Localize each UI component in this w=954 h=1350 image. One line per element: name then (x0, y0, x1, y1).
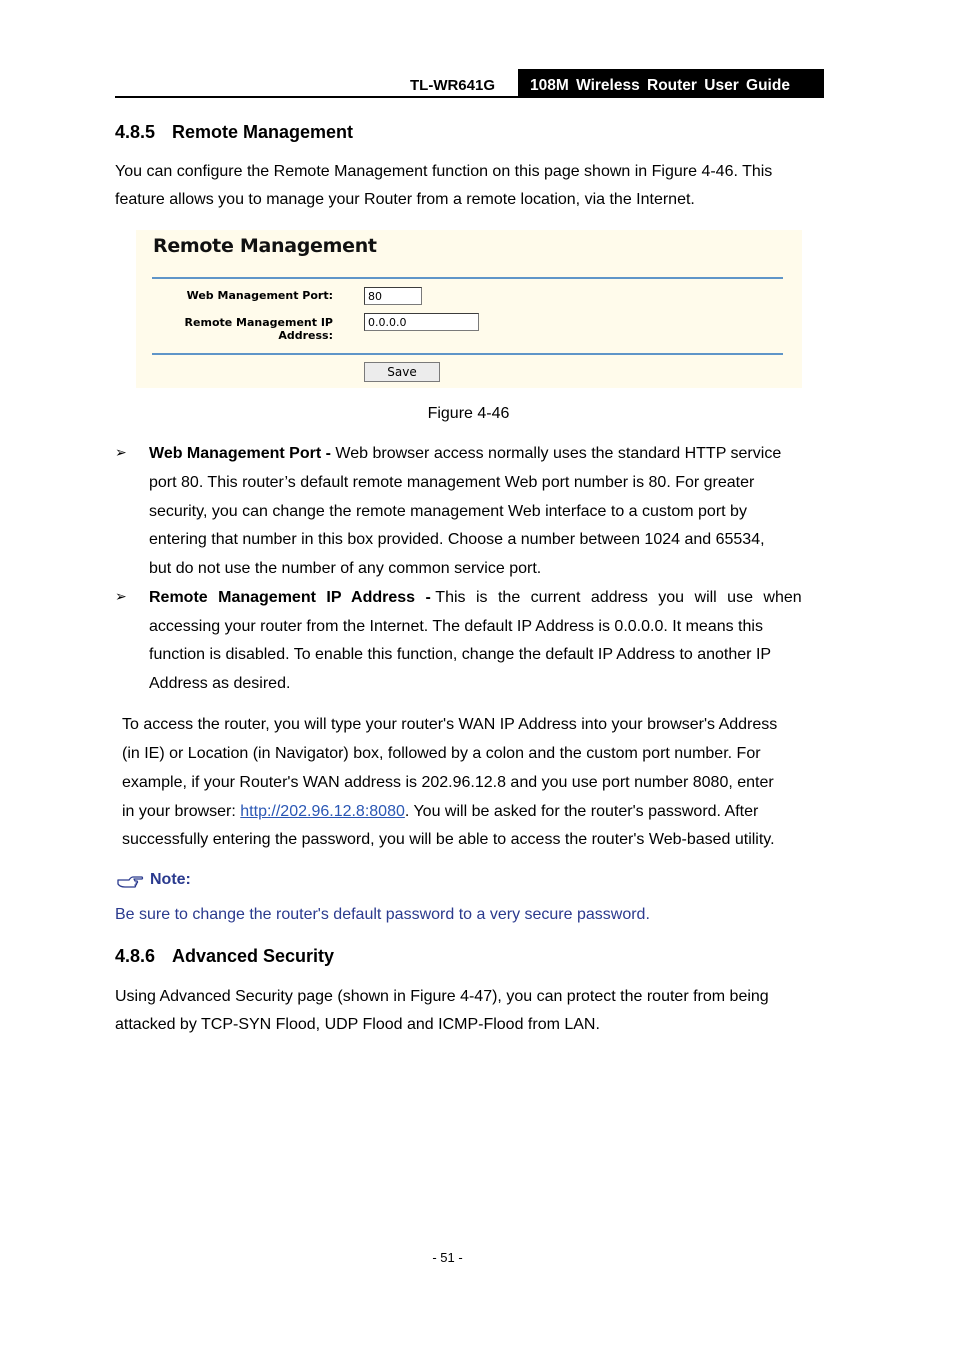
bullet-web-port-line-2: port 80. This router’s default remote management Web port number is 80. For greater (149, 474, 755, 491)
access-line-4 (122, 798, 815, 827)
router-url-link[interactable]: http://202.96.12.8:8080 (240, 803, 405, 820)
web-management-port-label: Web Management Port: (186, 289, 333, 302)
bullet-web-port-line-1 (149, 440, 815, 469)
web-management-port-input[interactable]: 80 (364, 287, 422, 305)
access-line-4-post: . You will be asked for the router's password. After (404, 803, 759, 820)
section-heading-remote-management (115, 122, 353, 143)
figure-caption: Figure 4-46 (427, 405, 510, 422)
arrow-bullet-icon: ➢ (115, 444, 127, 460)
arrow-bullet-icon: ➢ (115, 588, 127, 604)
access-line-5: successfully entering the password, you will be able to access the router's Web-based utility. (122, 831, 775, 848)
section-heading-advanced-security (115, 946, 334, 967)
intro-line-2: feature allows you to manage your Router from a remote location, via the Internet. (115, 191, 695, 208)
header-rule (115, 96, 824, 98)
note-text: Be sure to change the router's default password to a very secure password. (115, 906, 650, 923)
section-title: Remote Management (172, 122, 354, 142)
bullet-text: This is the current address you will use when (435, 589, 802, 606)
access-line-2: (in IE) or Location (in Navigator) box, followed by a colon and the custom port number. For (122, 745, 761, 762)
remote-management-ip-label: Remote Management IP Address: (184, 316, 333, 342)
intro-line-1: You can configure the Remote Management function on this page shown in Figure 4-46. This (115, 163, 773, 180)
section-title: Advanced Security (172, 946, 335, 966)
figure-title: Remote Management (153, 235, 377, 257)
access-line-3: example, if your Router's WAN address is 202.96.12.8 and you use port number 8080, enter (122, 774, 774, 791)
remote-management-ip-input[interactable]: 0.0.0.0 (364, 313, 479, 331)
advanced-security-line-2: attacked by TCP-SYN Flood, UDP Flood and ICMP-Flood from LAN. (115, 1016, 600, 1033)
bullet-text: Web browser access normally uses the standard HTTP service (335, 445, 782, 462)
figure-top-rule (152, 277, 783, 279)
note-heading: Note: (150, 871, 191, 888)
figure-bottom-rule (152, 353, 783, 355)
bullet-term: Web Management Port - (149, 445, 331, 462)
bullet-ip-line-3: function is disabled. To enable this function, change the default IP Address to another IP (149, 646, 772, 663)
access-line-1: To access the router, you will type your router's WAN IP Address into your browser's Address (122, 716, 778, 733)
bullet-web-port-line-5: but do not use the number of any common service port. (149, 560, 542, 577)
section-number: 4.8.5 (115, 122, 156, 142)
header-model: TL-WR641G (410, 77, 496, 94)
header-guide-title: 108M Wireless Router User Guide (518, 69, 824, 97)
bullet-ip-line-4: Address as desired. (149, 675, 291, 692)
bullet-web-port-line-4: entering that number in this box provided. Choose a number between 1024 and 65534, (149, 531, 765, 548)
pointing-hand-icon (116, 871, 144, 891)
bullet-ip-line-1 (149, 584, 815, 613)
page-number: - 51 - (432, 1250, 463, 1265)
remote-management-figure (136, 230, 802, 388)
advanced-security-line-1: Using Advanced Security page (shown in Figure 4-47), you can protect the router from being (115, 988, 769, 1005)
bullet-ip-line-2: accessing your router from the Internet. The default IP Address is 0.0.0.0. It means this (149, 618, 763, 635)
bullet-web-port-line-3: security, you can change the remote management Web interface to a custom port by (149, 503, 747, 520)
access-line-4-pre: in your browser: (122, 803, 236, 820)
save-button[interactable]: Save (364, 362, 440, 382)
bullet-term: Remote Management IP Address - (149, 589, 431, 606)
section-number: 4.8.6 (115, 946, 156, 966)
